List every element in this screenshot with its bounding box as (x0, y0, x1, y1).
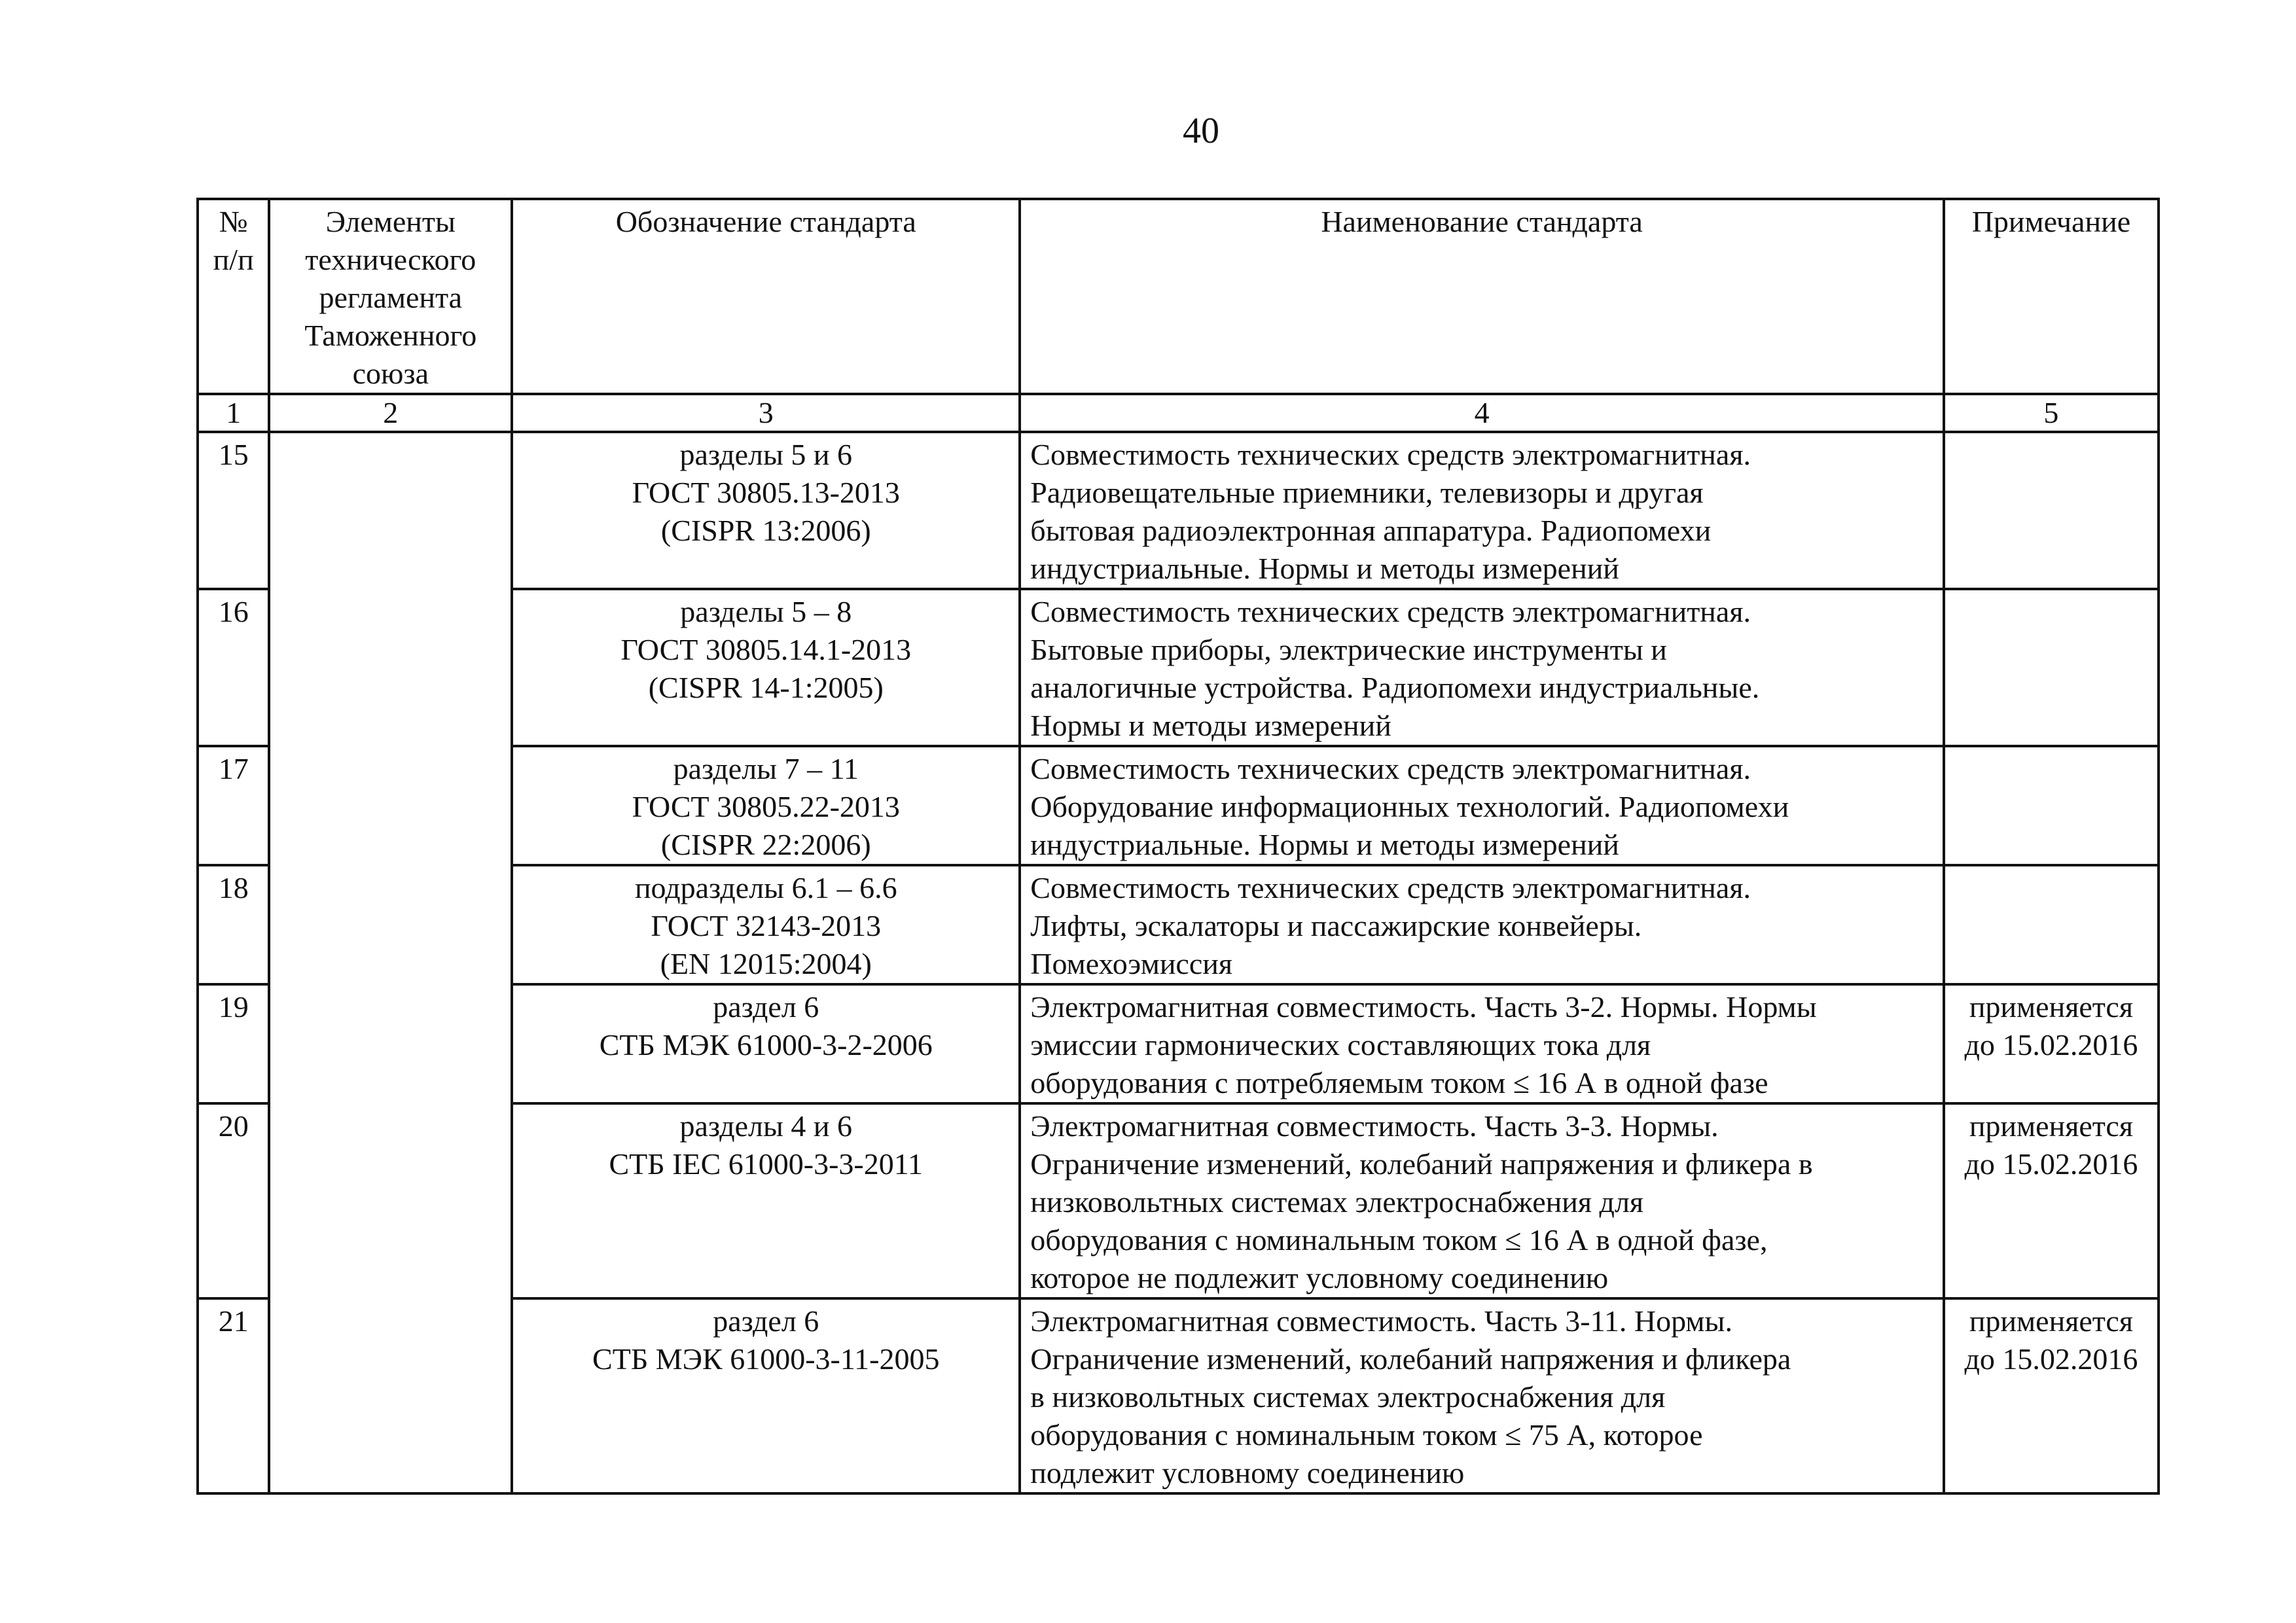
row-number: 15 (198, 432, 269, 589)
standard-designation (512, 1298, 1020, 1493)
column-index-row (198, 394, 2159, 432)
header-name (1020, 199, 1944, 394)
header-line: Наименование стандарта (1321, 205, 1643, 238)
designation-line: подразделы 6.1 – 6.6 (634, 871, 897, 904)
designation-line: СТБ МЭК 61000-3-2-2006 (599, 1028, 933, 1061)
designation-line: (EN 12015:2004) (660, 947, 872, 980)
name-line: Совместимость технических средств электромагнитная. (1030, 871, 1751, 904)
note-line: применяется (1969, 1304, 2134, 1338)
standard-note (1944, 432, 2159, 589)
standard-name (1020, 432, 1944, 589)
header-number (198, 199, 269, 394)
note-line: до 15.02.2016 (1964, 1342, 2138, 1376)
standard-note (1944, 1103, 2159, 1298)
name-line: бытовая радиоэлектронная аппаратура. Радиопомехи (1030, 514, 1712, 547)
row-number: 21 (198, 1298, 269, 1493)
header-line: Примечание (1971, 205, 2131, 238)
standard-name (1020, 589, 1944, 746)
designation-line: ГОСТ 32143-2013 (651, 909, 882, 942)
header-line: Элементы (325, 205, 456, 238)
header-note (1944, 199, 2159, 394)
designation-line: раздел 6 (713, 990, 819, 1024)
name-line: которое не подлежит условному соединению (1030, 1261, 1609, 1294)
designation-line: ГОСТ 30805.14.1-2013 (620, 633, 912, 666)
standard-designation (512, 1103, 1020, 1298)
standard-designation (512, 432, 1020, 589)
name-line: аналогичные устройства. Радиопомехи индустриальные. (1030, 671, 1760, 704)
column-index: 1 (198, 394, 269, 432)
row-number: 20 (198, 1103, 269, 1298)
name-line: оборудования с номинальным током ≤ 16 А в одной фазе, (1030, 1223, 1768, 1257)
name-line: Электромагнитная совместимость. Часть 3-3. Нормы. (1030, 1109, 1719, 1143)
standard-name (1020, 746, 1944, 865)
standard-note (1944, 589, 2159, 746)
standard-note (1944, 746, 2159, 865)
name-line: Оборудование информационных технологий. Радиопомехи (1030, 790, 1789, 823)
name-line: Ограничение изменений, колебаний напряжения и фликера в (1030, 1147, 1813, 1181)
standard-note (1944, 865, 2159, 984)
header-line: Таможенного (304, 319, 477, 352)
note-line: до 15.02.2016 (1964, 1028, 2138, 1061)
header-elements (269, 199, 512, 394)
header-line: технического (305, 243, 476, 276)
name-line: индустриальные. Нормы и методы измерений (1030, 828, 1619, 861)
name-line: Радиовещательные приемники, телевизоры и другая (1030, 476, 1704, 509)
standard-name (1020, 1298, 1944, 1493)
designation-line: разделы 5 и 6 (679, 438, 853, 471)
standards-table (196, 198, 2160, 1495)
column-index: 4 (1020, 394, 1944, 432)
designation-line: разделы 4 и 6 (679, 1109, 853, 1143)
header-line: союза (352, 357, 429, 390)
header-line: № (219, 205, 248, 238)
standard-designation (512, 865, 1020, 984)
header-line: Обозначение стандарта (615, 205, 916, 238)
name-line: Лифты, эскалаторы и пассажирские конвейеры. (1030, 909, 1642, 942)
header-designation (512, 199, 1020, 394)
designation-line: разделы 5 – 8 (680, 595, 852, 628)
header-line: регламента (319, 281, 463, 314)
row-number: 19 (198, 984, 269, 1103)
standard-designation (512, 746, 1020, 865)
regulation-elements-cell (269, 432, 512, 1493)
header-line: п/п (213, 243, 254, 276)
designation-line: СТБ МЭК 61000-3-11-2005 (592, 1342, 940, 1376)
name-line: Совместимость технических средств электромагнитная. (1030, 595, 1751, 628)
header-row (198, 199, 2159, 394)
column-index: 5 (1944, 394, 2159, 432)
standard-name (1020, 1103, 1944, 1298)
name-line: Совместимость технических средств электромагнитная. (1030, 752, 1751, 785)
designation-line: ГОСТ 30805.22-2013 (632, 790, 900, 823)
page-number: 40 (1183, 111, 1219, 151)
name-line: оборудования с номинальным током ≤ 75 А, которое (1030, 1418, 1703, 1452)
standard-note (1944, 984, 2159, 1103)
designation-line: СТБ IEC 61000-3-3-2011 (609, 1147, 924, 1181)
designation-line: раздел 6 (713, 1304, 819, 1338)
name-line: Электромагнитная совместимость. Часть 3-2. Нормы. Нормы (1030, 990, 1817, 1024)
name-line: низковольтных системах электроснабжения для (1030, 1185, 1644, 1219)
row-number: 17 (198, 746, 269, 865)
standard-name (1020, 984, 1944, 1103)
name-line: подлежит условному соединению (1030, 1456, 1465, 1489)
name-line: в низковольтных системах электроснабжения для (1030, 1380, 1666, 1414)
name-line: Помехоэмиссия (1030, 947, 1233, 980)
standard-designation (512, 589, 1020, 746)
designation-line: (CISPR 22:2006) (660, 828, 871, 861)
row-number: 16 (198, 589, 269, 746)
standard-name (1020, 865, 1944, 984)
table-row (198, 432, 2159, 589)
table-body (198, 432, 2159, 1493)
designation-line: разделы 7 – 11 (673, 752, 859, 785)
name-line: эмиссии гармонических составляющих тока для (1030, 1028, 1651, 1061)
name-line: Ограничение изменений, колебаний напряжения и фликера (1030, 1342, 1791, 1376)
row-number: 18 (198, 865, 269, 984)
standard-note (1944, 1298, 2159, 1493)
designation-line: (CISPR 14-1:2005) (648, 671, 884, 704)
designation-line: (CISPR 13:2006) (660, 514, 871, 547)
note-line: применяется (1969, 990, 2134, 1024)
name-line: Бытовые приборы, электрические инструменты и (1030, 633, 1667, 666)
standard-designation (512, 984, 1020, 1103)
column-index: 3 (512, 394, 1020, 432)
name-line: Совместимость технических средств электромагнитная. (1030, 438, 1751, 471)
name-line: оборудования с потребляемым током ≤ 16 А в одной фазе (1030, 1066, 1768, 1099)
name-line: индустриальные. Нормы и методы измерений (1030, 552, 1619, 585)
designation-line: ГОСТ 30805.13-2013 (632, 476, 900, 509)
note-line: применяется (1969, 1109, 2134, 1143)
column-index: 2 (269, 394, 512, 432)
name-line: Нормы и методы измерений (1030, 709, 1391, 742)
name-line: Электромагнитная совместимость. Часть 3-11. Нормы. (1030, 1304, 1732, 1338)
note-line: до 15.02.2016 (1964, 1147, 2138, 1181)
